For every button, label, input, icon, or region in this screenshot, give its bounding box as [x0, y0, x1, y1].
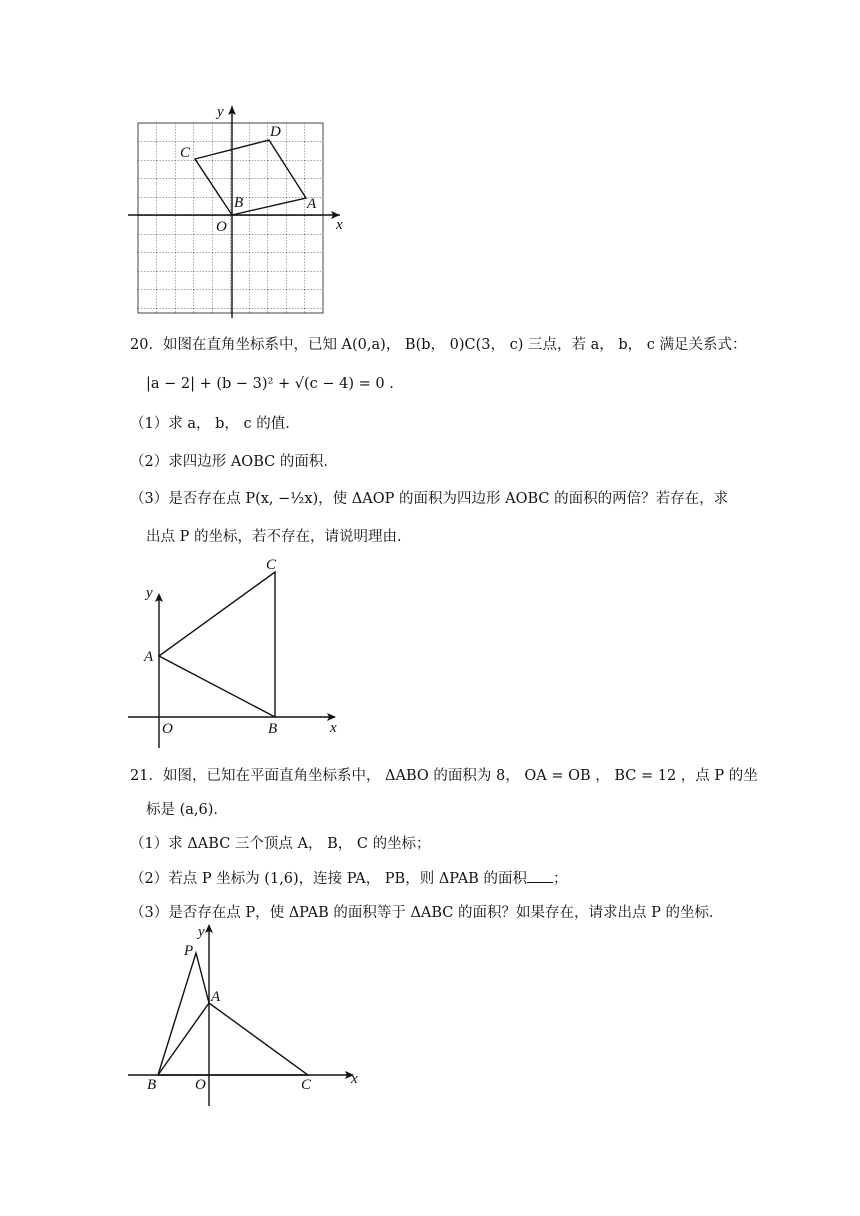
q21-sub1: （1）求 ΔABC 三个顶点 A， B， C 的坐标； — [130, 836, 431, 852]
triangle-acb — [159, 572, 275, 717]
triangle-abc — [158, 1003, 308, 1075]
point-d-label: D — [270, 124, 281, 140]
point-a-label: A — [144, 649, 154, 665]
grid-background — [138, 123, 323, 313]
q20-figure — [128, 555, 348, 755]
point-a-label: A — [211, 989, 221, 1005]
q20-stem: 20．如图在直角坐标系中，已知 A(0,a)， B(b， 0)C(3， c) 三点，若 a， b， c 满足关系式： — [130, 337, 747, 353]
q21-stem: 21．如图，已知在平面直角坐标系中， ΔABO 的面积为 8， OA = OB ， BC = 12 ，点 P 的坐 — [130, 768, 758, 784]
q20-sub3-cont: 出点 P 的坐标，若不存在，请说明理由． — [146, 529, 412, 545]
grid-figure — [128, 100, 358, 320]
point-p-label: P — [184, 943, 194, 959]
q21-figure — [128, 920, 368, 1110]
point-a-label: A — [307, 196, 317, 212]
origin-label: O — [162, 721, 173, 737]
q20-sub3: （3）是否存在点 P(x, −½x)，使 ΔAOP 的面积为四边形 AOBC 的面积的两倍？若存在，求 — [130, 491, 729, 507]
x-axis-label: x — [336, 217, 343, 233]
point-b-label: B — [147, 1077, 157, 1093]
point-c-label: C — [301, 1077, 312, 1093]
point-b-label: B — [268, 721, 278, 737]
point-c-label: C — [180, 145, 191, 161]
q21-sub3: （3）是否存在点 P，使 ΔPAB 的面积等于 ΔABC 的面积？如果存在，请求出点 P 的坐标． — [130, 905, 724, 921]
y-axis-label: y — [198, 924, 205, 940]
q20-sub2: （2）求四边形 AOBC 的面积． — [130, 454, 338, 470]
point-b-label: B — [234, 195, 244, 211]
y-axis-label: y — [217, 104, 224, 120]
point-c-label: C — [266, 557, 277, 573]
origin-label: O — [216, 219, 227, 235]
q20-equation: |a − 2| + (b − 3)² + √(c − 4) = 0 . — [146, 376, 394, 392]
answer-blank[interactable] — [527, 868, 553, 883]
x-axis-label: x — [351, 1071, 358, 1087]
x-axis-label: x — [330, 720, 337, 736]
q20-sub1: （1）求 a， b， c 的值． — [130, 416, 300, 432]
origin-label: O — [195, 1077, 206, 1093]
q21-sub2 — [130, 868, 567, 889]
q21-sub2-text: （2）若点 P 坐标为 (1,6)，连接 PA， PB，则 ΔPAB 的面积 — [130, 871, 527, 887]
y-axis-label: y — [146, 585, 153, 601]
q21-stem-cont: 标是 (a,6)． — [146, 802, 228, 818]
q21-sub2-end: ； — [552, 871, 568, 887]
